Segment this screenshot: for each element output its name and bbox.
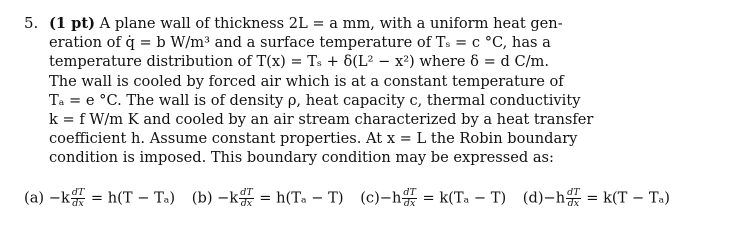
answer-d-frac-numerator: dT [567, 187, 580, 198]
statement-line-5: Tₐ = e °C. The wall is of density ρ, heat capacity c, thermal conductivity [49, 91, 581, 109]
answer-c-label: (c)−h [360, 189, 402, 207]
answer-b-frac-denominator: dx [240, 198, 253, 209]
answer-option-d[interactable] [523, 188, 670, 209]
statement-line-8: condition is imposed. This boundary condition may be expressed as: [49, 149, 554, 167]
statement-line-1 [49, 14, 609, 33]
answer-b-rhs: = h(Tₐ − T) [254, 189, 344, 207]
answer-a-frac-numerator: dT [71, 187, 85, 198]
statement-line-2: eration of q̇ = b W/m³ and a surface temperature of Tₛ = c °C, has a [49, 34, 551, 52]
points-label: (1 pt) [49, 15, 95, 32]
answer-choices [24, 188, 730, 209]
answer-c-derivative [402, 188, 416, 209]
answer-c-rhs: = k(Tₐ − T) [417, 189, 507, 207]
answer-a-derivative [71, 188, 85, 209]
answer-option-b[interactable] [192, 188, 344, 209]
problem-number: 5. [24, 14, 39, 32]
answer-option-c[interactable] [360, 188, 506, 209]
answer-c-frac-numerator: dT [403, 187, 416, 198]
problem-statement [49, 14, 609, 168]
statement-line-6: k = f W/m K and cooled by an air stream characterized by a heat transfer [49, 111, 594, 129]
answer-b-frac-numerator: dT [240, 187, 253, 198]
answer-b-derivative [239, 188, 253, 209]
answer-a-label: (a) −k [24, 189, 70, 207]
answer-option-a[interactable] [24, 188, 175, 209]
answer-d-derivative [566, 188, 580, 209]
statement-line-7: coefficient h. Assume constant properties. At x = L the Robin boundary [49, 130, 578, 148]
statement-line-3: temperature distribution of T(x) = Tₛ + δ(L² − x²) where δ = d C/m. [49, 53, 550, 71]
statement-line-1-text: A plane wall of thickness 2L = a mm, with a uniform heat gen- [95, 15, 563, 32]
answer-c-frac-denominator: dx [403, 198, 416, 209]
answer-d-frac-denominator: dx [567, 198, 580, 209]
answer-d-label: (d)−h [522, 189, 566, 207]
answer-b-label: (b) −k [191, 189, 239, 207]
answer-a-rhs: = h(T − Tₐ) [86, 189, 176, 207]
answer-d-rhs: = k(T − Tₐ) [581, 189, 670, 207]
answer-a-frac-denominator: dx [72, 198, 84, 209]
statement-line-4: The wall is cooled by forced air which is at a constant temperature of [49, 72, 564, 90]
